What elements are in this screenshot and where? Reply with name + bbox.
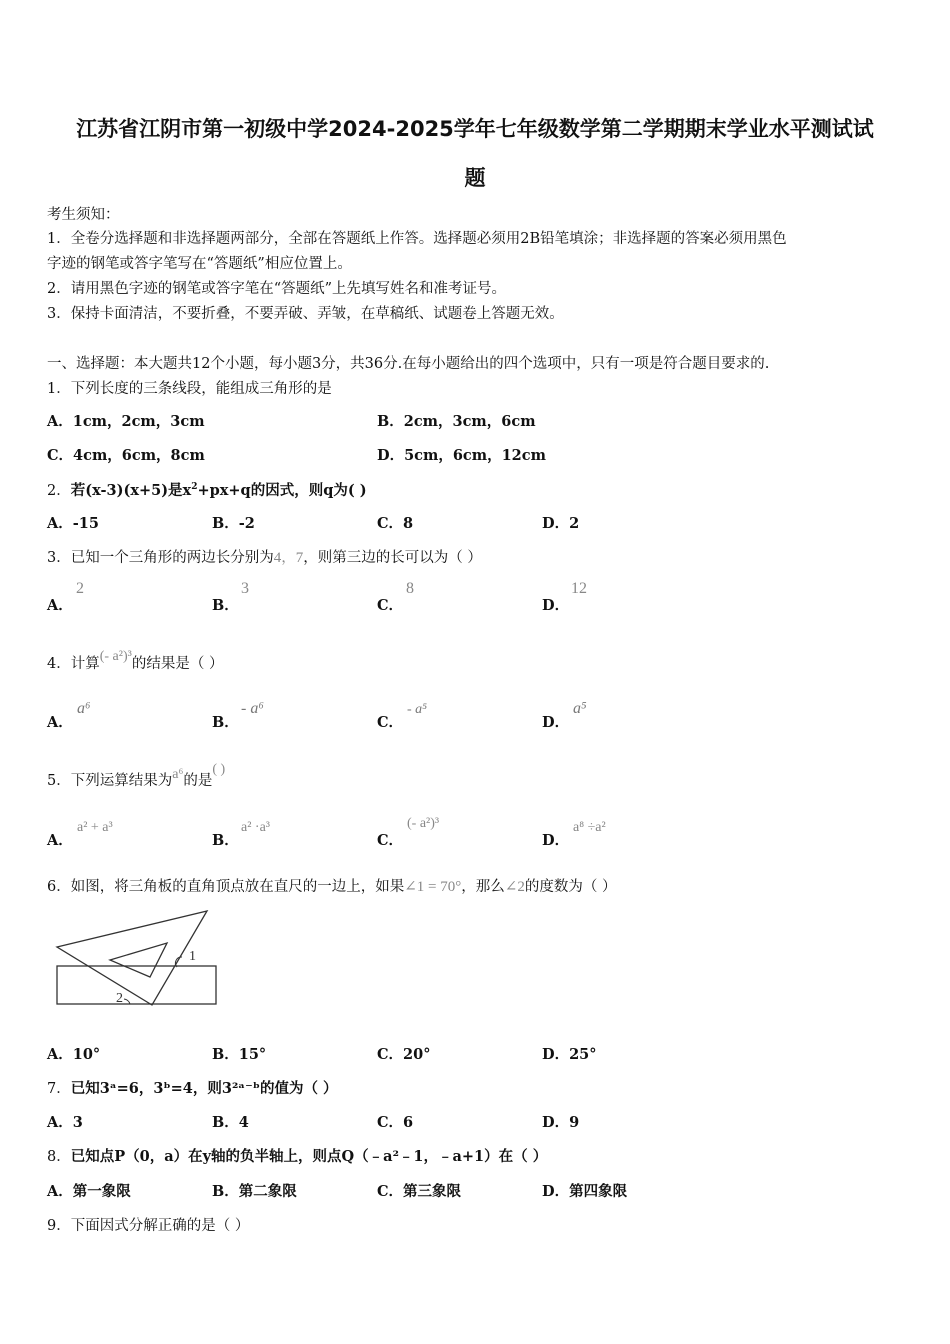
notice-item-3: 3．保持卡面清洁，不要折叠，不要弄破、弄皱，在草稿纸、试题卷上答题无效。 xyxy=(47,306,564,322)
question-number: 4． xyxy=(47,656,71,672)
question-text: 下面因式分解正确的是（ ） xyxy=(70,1218,250,1234)
q5-option-a-value: a² + a³ xyxy=(77,820,113,835)
question-1 xyxy=(47,377,332,398)
notice-heading: 考生须知： xyxy=(47,207,120,223)
q5-option-c-value: (- a²)³ xyxy=(407,816,440,831)
q1-option-d: D．5cm，6cm，12cm xyxy=(377,447,546,464)
q3-option-a-value: 2 xyxy=(76,580,84,597)
q4-option-a-label: A． xyxy=(47,714,73,731)
q3-option-b-value: 3 xyxy=(241,580,249,597)
question-text: 已知3ᵃ=6，3ᵇ=4，则3²ᵃ⁻ᵇ的值为（ ） xyxy=(70,1080,338,1097)
question-3 xyxy=(47,546,482,567)
q4-option-d-value: a⁵ xyxy=(573,700,587,717)
q1-option-c: C．4cm，6cm，8cm xyxy=(47,447,205,464)
q5-option-c-label: C． xyxy=(377,832,404,849)
question-text-cont: +px+q的因式，则q为( ) xyxy=(197,482,367,499)
q5-option-b-value: a² ·a³ xyxy=(241,820,270,835)
notice-item-2: 2．请用黑色字迹的钢笔或答字笔在“答题纸”上先填写姓名和准考证号。 xyxy=(47,281,507,297)
question-number: 3． xyxy=(47,550,71,566)
expression: a⁶ xyxy=(172,767,184,782)
page-title: 江苏省江阴市第一初级中学2024-2025学年七年级数学第二学期期末学业水平测试试 xyxy=(76,117,874,141)
question-9 xyxy=(47,1214,249,1235)
q3-option-a-label: A． xyxy=(47,597,73,614)
q4-option-d-label: D． xyxy=(542,714,570,731)
q6-option-d: D．25° xyxy=(542,1046,597,1063)
question-number: 9． xyxy=(47,1218,71,1234)
q6-option-a: A．10° xyxy=(47,1046,101,1063)
q2-option-d: D．2 xyxy=(542,515,580,532)
q4-option-c-label: C． xyxy=(377,714,404,731)
question-number: 2． xyxy=(47,483,71,499)
q4-option-a-value: a⁶ xyxy=(77,700,91,717)
question-2 xyxy=(47,479,367,500)
triangle-ruler-figure xyxy=(50,905,225,1010)
q4-option-b-label: B． xyxy=(212,714,239,731)
label-1: 1 xyxy=(189,949,196,964)
question-8 xyxy=(47,1145,547,1166)
question-text-cont: ，那么 xyxy=(461,879,505,895)
q3-option-c-label: C． xyxy=(377,597,404,614)
question-number: 6． xyxy=(47,879,71,895)
q8-option-c: C．第三象限 xyxy=(377,1183,462,1200)
question-text-cont: 的是 xyxy=(183,773,213,789)
label-2: 2 xyxy=(116,991,123,1006)
q2-option-b: B．-2 xyxy=(212,515,255,532)
q5-option-d-label: D． xyxy=(542,832,570,849)
q2-option-c: C．8 xyxy=(377,515,414,532)
set-square-inner xyxy=(110,943,167,977)
question-number: 5． xyxy=(47,773,71,789)
q1-option-b: B．2cm，3cm，6cm xyxy=(377,413,536,430)
q3-option-c-value: 8 xyxy=(406,580,414,597)
q1-option-a: A．1cm，2cm，3cm xyxy=(47,413,205,430)
question-text: 计算 xyxy=(70,656,100,672)
q8-option-a: A．第一象限 xyxy=(47,1183,131,1200)
q8-option-b: B．第二象限 xyxy=(212,1183,297,1200)
q4-option-c-value: - a⁵ xyxy=(407,702,428,717)
value-4: 4 xyxy=(273,550,282,566)
q5-option-b-label: B． xyxy=(212,832,239,849)
separator: ， xyxy=(281,550,296,566)
expression: (- a²)³ xyxy=(99,649,132,664)
exponent: 2 xyxy=(191,482,198,493)
notice-item-1-cont: 字迹的钢笔或答字笔写在“答题纸”相应位置上。 xyxy=(47,256,352,272)
question-6 xyxy=(47,875,616,896)
question-text-cont: 的结果是（ ） xyxy=(131,656,224,672)
notice-item-1: 1．全卷分选择题和非选择题两部分，全部在答题纸上作答。选择题必须用2B铅笔填涂；非选择题的答案必须用黑色 xyxy=(47,231,787,247)
question-text-end: 的度数为（ ） xyxy=(524,879,617,895)
question-number: 7． xyxy=(47,1081,71,1097)
q7-option-a: A．3 xyxy=(47,1114,83,1131)
q3-option-b-label: B． xyxy=(212,597,239,614)
q7-option-b: B．4 xyxy=(212,1114,249,1131)
q3-option-d-value: 12 xyxy=(571,580,587,597)
q7-option-c: C．6 xyxy=(377,1114,414,1131)
q4-option-b-value: - a⁶ xyxy=(241,700,264,717)
question-text: 如图，将三角板的直角顶点放在直尺的一边上，如果 xyxy=(70,879,405,895)
question-text: 若(x-3)(x+5)是x xyxy=(70,482,192,499)
q5-option-d-value: a⁸ ÷a² xyxy=(573,820,606,835)
question-text: 下列运算结果为 xyxy=(70,773,173,789)
question-text: 已知一个三角形的两边长分别为 xyxy=(70,550,274,566)
q6-option-c: C．20° xyxy=(377,1046,431,1063)
q7-option-d: D．9 xyxy=(542,1114,580,1131)
q6-option-b: B．15° xyxy=(212,1046,267,1063)
q5-option-a-label: A． xyxy=(47,832,73,849)
question-7 xyxy=(47,1077,338,1098)
set-square-outer xyxy=(57,911,207,1005)
angle-2-arc xyxy=(124,999,130,1004)
answer-blank: ( ) xyxy=(212,762,226,777)
question-text-cont: ，则第三边的长可以为（ ） xyxy=(303,550,482,566)
section-heading: 一、选择题：本大题共12个小题，每小题3分，共36分.在每小题给出的四个选项中，只有一项是符合题目要求的. xyxy=(47,356,770,372)
page-title-continued: 题 xyxy=(464,166,486,190)
angle-1-condition: ∠1 = 70° xyxy=(404,879,462,895)
value-7: 7 xyxy=(295,550,304,566)
q3-option-d-label: D． xyxy=(542,597,570,614)
question-5 xyxy=(47,762,226,790)
question-number: 8． xyxy=(47,1149,71,1165)
question-4 xyxy=(47,649,224,673)
question-text: 下列长度的三条线段，能组成三角形的是 xyxy=(70,381,332,397)
question-text: 已知点P（0，a）在y轴的负半轴上，则点Q（﹣a²﹣1，﹣a+1）在（ ） xyxy=(70,1148,548,1165)
question-number: 1． xyxy=(47,381,71,397)
q2-option-a: A．-15 xyxy=(47,515,99,532)
angle-2: ∠2 xyxy=(504,879,525,895)
q8-option-d: D．第四象限 xyxy=(542,1183,628,1200)
